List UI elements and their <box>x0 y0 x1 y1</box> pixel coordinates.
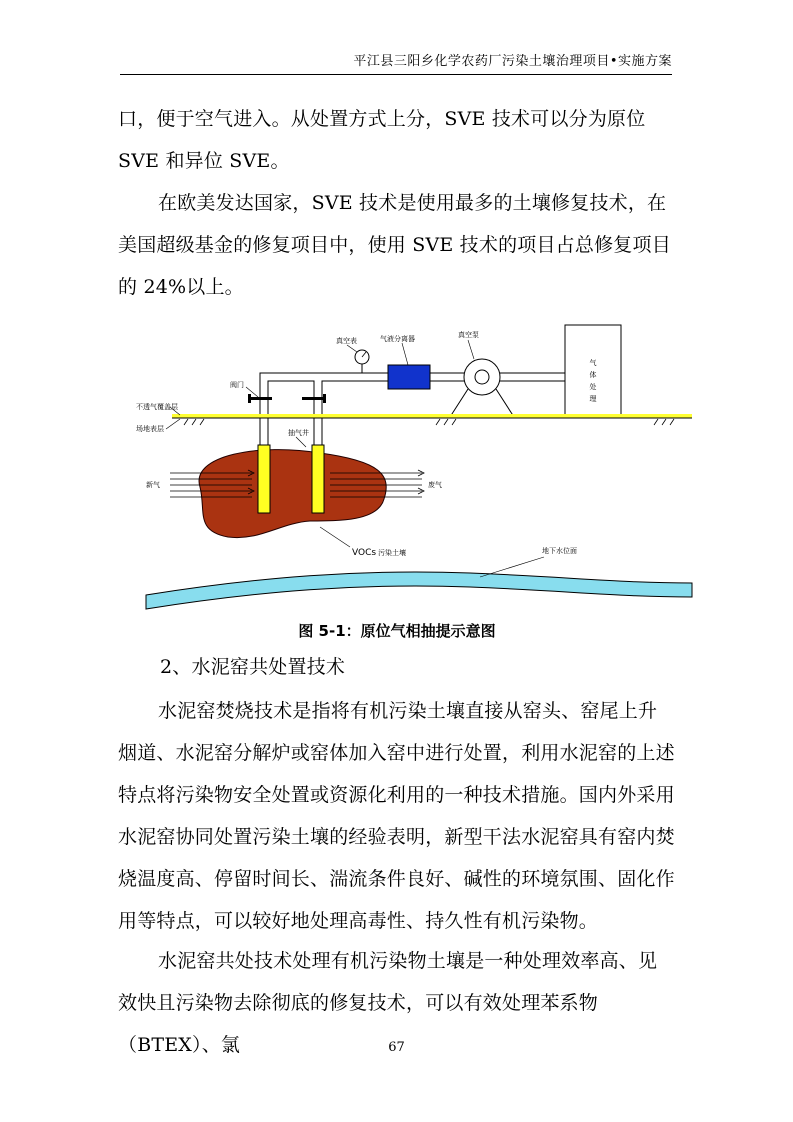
paragraph-cement-kiln-efficiency: 水泥窑共处技术处理有机污染物土壤是一种处理效率高、见效快且污染物去除彻底的修复技术，可以有效处理苯系物（BTEX）、氯 <box>118 950 658 1056</box>
running-header: 平江县三阳乡化学农药厂污染土壤治理项目•实施方案 <box>353 54 672 69</box>
sve-schematic-figure <box>136 315 700 615</box>
contaminated-soil-plume <box>199 450 386 538</box>
exhaust-treatment-label-3: 处 <box>589 383 597 391</box>
groundwater-body <box>146 572 692 609</box>
fresh-air-label: 新气 <box>146 481 160 489</box>
vacuum-gauge-icon <box>355 350 369 373</box>
section-heading: 2、水泥窑共处置技术 <box>160 656 346 678</box>
page-number: 67 <box>388 1040 405 1055</box>
vocs-label: VOCs <box>352 548 377 558</box>
ground-hatch <box>184 419 674 425</box>
exhaust-treatment-label-1: 气 <box>589 359 597 367</box>
vacuum-gauge-label: 真空表 <box>336 337 357 345</box>
impermeable-cover-layer <box>172 414 692 418</box>
exhaust-air-label: 废气 <box>428 481 442 489</box>
valve-label: 阀门 <box>230 381 244 389</box>
paragraph-cement-kiln: 水泥窑焚烧技术是指将有机污染土壤直接从窑头、窑尾上升烟道、水泥窑分解炉或窑体加入窑中进行处置，利用水泥窑的上述特点将污染物安全处置或资源化利用的一种技术措施。国内外采用水泥窑协同处置污染土壤的经验表明，新型干法水泥窑具有窑内焚烧温度高、停留时间长、湍流条件良好、碱性的环境氛围、固化作用等特点，可以较好地处理高毒性、持久性有机污染物。 <box>118 700 675 932</box>
vocs-soil-label: 污染土壤 <box>378 549 406 557</box>
exhaust-treatment-label-4: 理 <box>589 395 597 403</box>
gas-liquid-separator-label: 气液分离器 <box>380 335 415 343</box>
groundwater-level-label: 地下水位面 <box>542 547 577 555</box>
paragraph-sve-usage: 在欧美发达国家，SVE 技术是使用最多的土壤修复技术，在美国超级基金的修复项目中，使用 SVE 技术的项目占总修复项目的 24%以上。 <box>118 192 671 298</box>
figure-caption: 图 5-1：原位气相抽提示意图 <box>298 622 496 640</box>
gas-liquid-separator-icon <box>388 365 430 389</box>
paragraph-sve-intro: 口，便于空气进入。从处置方式上分，SVE 技术可以分为原位 SVE 和异位 SVE。 <box>118 108 646 172</box>
header-rule <box>120 74 672 75</box>
extraction-well-label: 抽气井 <box>288 429 309 437</box>
exhaust-treatment-label-2: 体 <box>589 371 597 379</box>
vacuum-pump-label: 真空泵 <box>458 331 479 339</box>
ground-surface-label: 场地表层 <box>136 425 164 433</box>
impermeable-layer-label: 不透气覆盖层 <box>136 403 178 411</box>
vacuum-pump-icon <box>450 359 514 417</box>
sve-schematic-svg <box>136 315 700 615</box>
